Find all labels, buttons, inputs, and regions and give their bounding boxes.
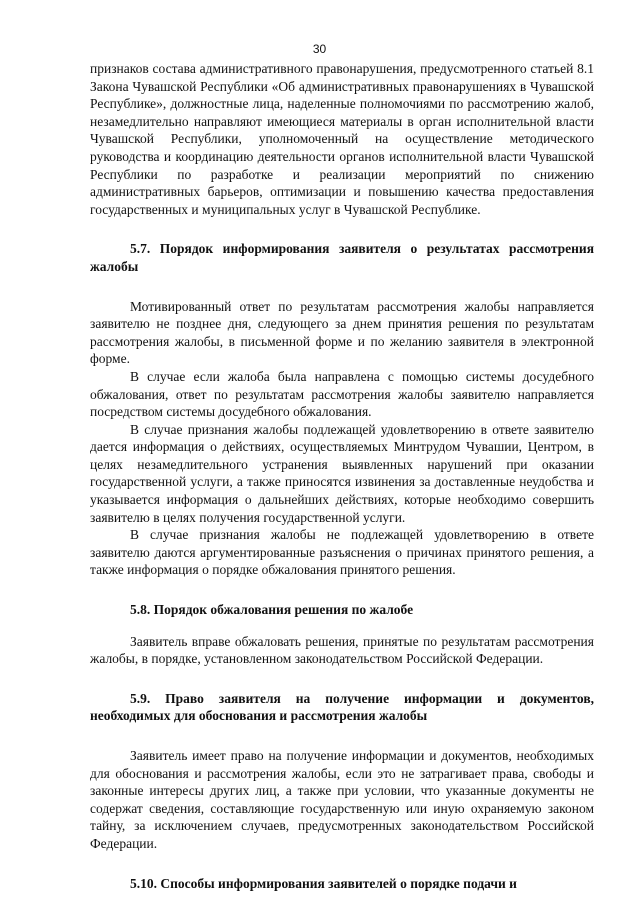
paragraph: В случае признания жалобы не подлежащей удовлетворению в ответе заявителю даются аргументированные разъяснения о причинах принятого решения, а также информация о порядке обжалования принятого решения. <box>90 527 594 578</box>
paragraph: В случае признания жалобы подлежащей удовлетворению в ответе заявителю дается информация о действиях, осуществляемых Минтрудом Чувашии, Центром, в целях незамедлительного устранения выявленных нарушений при оказании государственной услуги, а также приносятся извинения за доставленные неудобства и указывается информация о дальнейших действиях, которые необходимо совершить заявителю в целях получения государственной услуги. <box>90 421 594 525</box>
section-heading-5-9: 5.9. Право заявителя на получение информации и документов, необходимых для обоснования и рассмотрения жалобы <box>90 690 594 724</box>
paragraph: В случае если жалоба была направлена с помощью системы досудебного обжалования, ответ по результатам рассмотрения жалобы заявителю направляется посредством системы досудебного обжалования. <box>90 368 594 420</box>
section-heading-5-8: 5.8. Порядок обжалования решения по жалобе <box>130 602 414 618</box>
document-body <box>90 60 594 892</box>
section-heading-5-10: 5.10. Способы информирования заявителей о порядке подачи и <box>130 875 517 891</box>
paragraph: Заявитель вправе обжаловать решения, принятые по результатам рассмотрения жалобы, в порядке, установленном законодательством Российской Федерации. <box>90 633 594 667</box>
section-heading-5-7: 5.7. Порядок информирования заявителя о результатах рассмотрения жалобы <box>90 241 594 274</box>
paragraph: Заявитель имеет право на получение информации и документов, необходимых для обоснования и рассмотрения жалобы, если это не затрагивает права, свободы и законные интересы других лиц, а также при условии, что указанные документы не содержат сведения, составляющие государственную или иную охраняемую законом тайну, за исключением случаев, предусмотренных законодательством Российской Федерации. <box>90 748 594 851</box>
paragraph-continuation: признаков состава административного правонарушения, предусмотренного статьей 8.1 Закона Чувашской Республики «Об административных правонарушениях в Чувашской Республике», должностные лица, наделенные полномочиями по рассмотрению жалоб, незамедлительно направляют имеющиеся материалы в орган исполнительной власти Чувашской Республики, уполномоченный на осуществление методического руководства и координацию деятельности органов исполнительной власти Чувашской Республики по разработке и реализации мероприятий по снижению административных барьеров, оптимизации и повышению качества предоставления государственных и муниципальных услуг в Чувашской Республике. <box>90 61 594 217</box>
paragraph: Мотивированный ответ по результатам рассмотрения жалобы направляется заявителю не позднее дня, следующего за днем принятия решения по результатам рассмотрения жалобы, в письменной форме и по желанию заявителя в электронной форме. <box>90 298 594 367</box>
page-number: 30 <box>312 42 327 56</box>
